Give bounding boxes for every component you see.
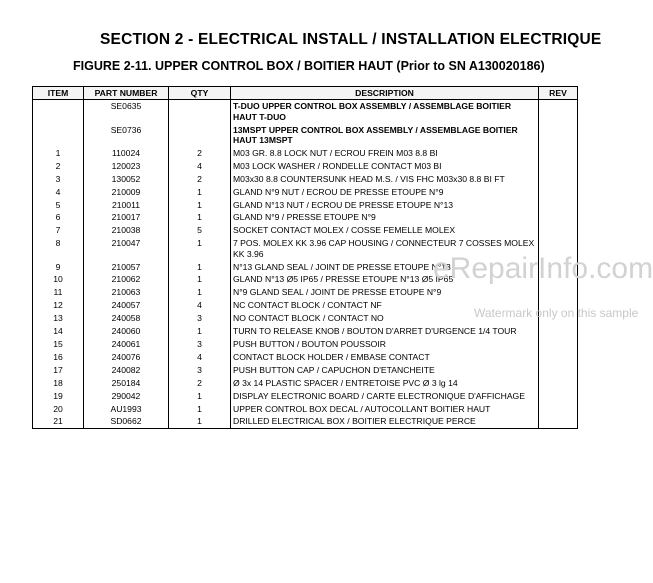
item-cell: 20 — [33, 402, 84, 415]
rev-cell — [539, 100, 578, 124]
item-cell: 5 — [33, 198, 84, 211]
rev-cell — [539, 172, 578, 185]
description-cell: CONTACT BLOCK HOLDER / EMBASE CONTACT — [231, 351, 539, 364]
table-row — [33, 185, 578, 198]
item-cell: 7 — [33, 224, 84, 237]
description-cell: T-DUO UPPER CONTROL BOX ASSEMBLY / ASSEMBLAGE BOITIER HAUT T-DUO — [231, 100, 539, 124]
description-cell: 13MSPT UPPER CONTROL BOX ASSEMBLY / ASSEMBLAGE BOITIER HAUT 13MSPT — [231, 123, 539, 146]
table-row — [33, 376, 578, 389]
part-number-cell: 240058 — [84, 312, 169, 325]
item-cell: 19 — [33, 389, 84, 402]
description-cell: M03 LOCK WASHER / RONDELLE CONTACT M03 BI — [231, 160, 539, 173]
table-row — [33, 237, 578, 260]
rev-cell — [539, 211, 578, 224]
rev-cell — [539, 351, 578, 364]
table-row — [33, 273, 578, 286]
part-number-cell: AU1993 — [84, 402, 169, 415]
rev-cell — [539, 325, 578, 338]
qty-cell: 1 — [169, 211, 231, 224]
qty-cell — [169, 100, 231, 124]
item-cell: 13 — [33, 312, 84, 325]
part-number-cell: 210057 — [84, 260, 169, 273]
qty-cell: 5 — [169, 224, 231, 237]
part-number-cell: 210011 — [84, 198, 169, 211]
qty-cell: 3 — [169, 338, 231, 351]
part-number-cell: 210062 — [84, 273, 169, 286]
qty-cell: 1 — [169, 286, 231, 299]
description-cell: PUSH BUTTON / BOUTON POUSSOIR — [231, 338, 539, 351]
table-header-row — [33, 87, 578, 100]
part-number-cell: 240082 — [84, 364, 169, 377]
figure-title: FIGURE 2-11. UPPER CONTROL BOX / BOITIER HAUT (Prior to SN A130020186) — [73, 59, 545, 73]
part-number-cell: 210038 — [84, 224, 169, 237]
section-title: SECTION 2 - ELECTRICAL INSTALL / INSTALLATION ELECTRIQUE — [100, 31, 602, 48]
table-row — [33, 260, 578, 273]
item-cell: 2 — [33, 160, 84, 173]
item-cell: 17 — [33, 364, 84, 377]
description-cell: Ø 3x 14 PLASTIC SPACER / ENTRETOISE PVC Ø 3 lg 14 — [231, 376, 539, 389]
rev-cell — [539, 389, 578, 402]
rev-cell — [539, 147, 578, 160]
item-cell: 14 — [33, 325, 84, 338]
rev-cell — [539, 237, 578, 260]
part-number-cell: 240060 — [84, 325, 169, 338]
part-number-cell: 240061 — [84, 338, 169, 351]
table-row — [33, 351, 578, 364]
rev-cell — [539, 376, 578, 389]
rev-cell — [539, 198, 578, 211]
table-row — [33, 211, 578, 224]
parts-table — [32, 86, 578, 429]
item-cell: 18 — [33, 376, 84, 389]
table-row — [33, 389, 578, 402]
item-cell: 15 — [33, 338, 84, 351]
rev-cell — [539, 402, 578, 415]
watermark: eRepairInfo.com — [433, 252, 653, 285]
table-row — [33, 224, 578, 237]
qty-cell: 3 — [169, 364, 231, 377]
qty-cell: 4 — [169, 160, 231, 173]
table-row — [33, 402, 578, 415]
qty-cell: 4 — [169, 299, 231, 312]
item-cell: 9 — [33, 260, 84, 273]
qty-cell: 1 — [169, 198, 231, 211]
qty-cell: 1 — [169, 402, 231, 415]
qty-cell: 2 — [169, 147, 231, 160]
parts-table-body — [33, 100, 578, 429]
item-cell: 4 — [33, 185, 84, 198]
rev-cell — [539, 415, 578, 428]
part-number-cell: 110024 — [84, 147, 169, 160]
item-cell: 8 — [33, 237, 84, 260]
qty-cell: 1 — [169, 389, 231, 402]
description-cell: PUSH BUTTON CAP / CAPUCHON D'ETANCHEITE — [231, 364, 539, 377]
description-cell: DISPLAY ELECTRONIC BOARD / CARTE ELECTRONIQUE D'AFFICHAGE — [231, 389, 539, 402]
description-cell: GLAND N°13 NUT / ECROU DE PRESSE ETOUPE N°13 — [231, 198, 539, 211]
rev-cell — [539, 123, 578, 146]
description-cell: NC CONTACT BLOCK / CONTACT NF — [231, 299, 539, 312]
description-cell: GLAND N°13 Ø5 IP65 / PRESSE ETOUPE N°13 Ø5 IP65 — [231, 273, 539, 286]
header-rev: REV — [539, 87, 578, 100]
part-number-cell: 250184 — [84, 376, 169, 389]
description-cell: GLAND N°9 / PRESSE ETOUPE N°9 — [231, 211, 539, 224]
part-number-cell: 120023 — [84, 160, 169, 173]
qty-cell: 3 — [169, 312, 231, 325]
item-cell — [33, 100, 84, 124]
item-cell: 21 — [33, 415, 84, 428]
table-row — [33, 100, 578, 124]
part-number-cell: 210009 — [84, 185, 169, 198]
qty-cell: 4 — [169, 351, 231, 364]
rev-cell — [539, 299, 578, 312]
rev-cell — [539, 364, 578, 377]
part-number-cell: 240057 — [84, 299, 169, 312]
part-number-cell: 210017 — [84, 211, 169, 224]
description-cell: M03 GR. 8.8 LOCK NUT / ECROU FREIN M03 8.8 BI — [231, 147, 539, 160]
item-cell: 3 — [33, 172, 84, 185]
table-row — [33, 123, 578, 146]
rev-cell — [539, 185, 578, 198]
description-cell: M03x30 8.8 COUNTERSUNK HEAD M.S. / VIS FHC M03x30 8.8 BI FT — [231, 172, 539, 185]
description-cell: SOCKET CONTACT MOLEX / COSSE FEMELLE MOLEX — [231, 224, 539, 237]
table-row — [33, 415, 578, 428]
table-row — [33, 160, 578, 173]
qty-cell: 1 — [169, 237, 231, 260]
part-number-cell: 240076 — [84, 351, 169, 364]
header-description: DESCRIPTION — [231, 87, 539, 100]
part-number-cell: SE0635 — [84, 100, 169, 124]
table-row — [33, 286, 578, 299]
item-cell: 1 — [33, 147, 84, 160]
table-row — [33, 325, 578, 338]
description-cell: GLAND N°9 NUT / ECROU DE PRESSE ETOUPE N°9 — [231, 185, 539, 198]
qty-cell: 1 — [169, 273, 231, 286]
rev-cell — [539, 286, 578, 299]
qty-cell: 2 — [169, 172, 231, 185]
item-cell: 11 — [33, 286, 84, 299]
description-cell: N°9 GLAND SEAL / JOINT DE PRESSE ETOUPE N°9 — [231, 286, 539, 299]
qty-cell: 1 — [169, 325, 231, 338]
item-cell: 10 — [33, 273, 84, 286]
rev-cell — [539, 224, 578, 237]
header-item: ITEM — [33, 87, 84, 100]
header-part-number: PART NUMBER — [84, 87, 169, 100]
table-row — [33, 172, 578, 185]
qty-cell: 1 — [169, 415, 231, 428]
rev-cell — [539, 273, 578, 286]
part-number-cell: 130052 — [84, 172, 169, 185]
description-cell: DRILLED ELECTRICAL BOX / BOITIER ELECTRIQUE PERCE — [231, 415, 539, 428]
qty-cell — [169, 123, 231, 146]
description-cell: TURN TO RELEASE KNOB / BOUTON D'ARRET D'URGENCE 1/4 TOUR — [231, 325, 539, 338]
table-row — [33, 338, 578, 351]
table-row — [33, 299, 578, 312]
description-cell: N°13 GLAND SEAL / JOINT DE PRESSE ETOUPE N°13 — [231, 260, 539, 273]
header-qty: QTY — [169, 87, 231, 100]
item-cell: 16 — [33, 351, 84, 364]
rev-cell — [539, 338, 578, 351]
description-cell: NO CONTACT BLOCK / CONTACT NO — [231, 312, 539, 325]
item-cell: 12 — [33, 299, 84, 312]
item-cell — [33, 123, 84, 146]
qty-cell: 1 — [169, 185, 231, 198]
item-cell: 6 — [33, 211, 84, 224]
qty-cell: 2 — [169, 376, 231, 389]
part-number-cell: 210047 — [84, 237, 169, 260]
table-row — [33, 147, 578, 160]
part-number-cell: 210063 — [84, 286, 169, 299]
part-number-cell: SE0736 — [84, 123, 169, 146]
watermark-subtext: Watermark only on this sample — [474, 306, 639, 320]
description-cell: 7 POS. MOLEX KK 3.96 CAP HOUSING / CONNECTEUR 7 COSSES MOLEX KK 3.96 — [231, 237, 539, 260]
table-row — [33, 364, 578, 377]
description-cell: UPPER CONTROL BOX DECAL / AUTOCOLLANT BOITIER HAUT — [231, 402, 539, 415]
table-row — [33, 312, 578, 325]
rev-cell — [539, 160, 578, 173]
part-number-cell: 290042 — [84, 389, 169, 402]
part-number-cell: SD0662 — [84, 415, 169, 428]
rev-cell — [539, 312, 578, 325]
rev-cell — [539, 260, 578, 273]
table-row — [33, 198, 578, 211]
qty-cell: 1 — [169, 260, 231, 273]
